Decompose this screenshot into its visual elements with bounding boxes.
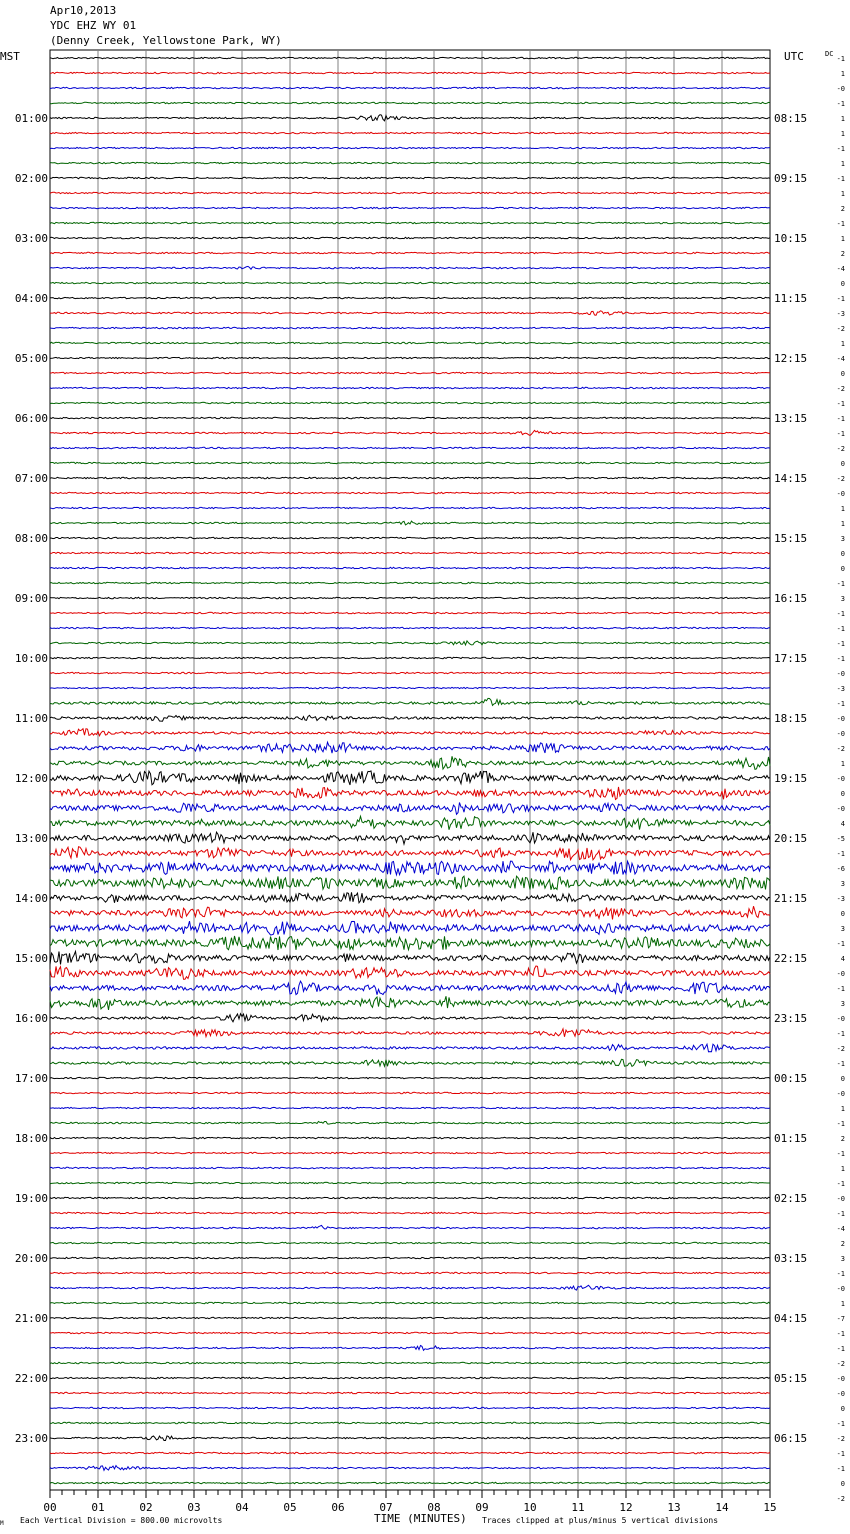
trace-line: [50, 771, 770, 785]
trace-line: [50, 876, 770, 890]
dc-offset-value: -0: [836, 1090, 845, 1098]
utc-hour-label: 20:15: [774, 832, 808, 845]
trace-line: [50, 192, 770, 193]
trace-line: [50, 597, 770, 598]
trace-line: [50, 627, 770, 628]
utc-hour-label: 21:15: [774, 892, 808, 905]
dc-offset-value: 0: [840, 1405, 845, 1413]
mst-hour-label: 22:00: [14, 1372, 48, 1385]
dc-offset-value: -0: [836, 1285, 845, 1293]
dc-offset-value: 0: [840, 910, 845, 918]
trace-line: [50, 115, 770, 121]
dc-offset-value: 3: [840, 535, 845, 543]
dc-offset-value: 1: [840, 1105, 845, 1113]
dc-offset-value: 0: [840, 1480, 845, 1488]
mst-hour-label: 13:00: [14, 832, 48, 845]
trace-line: [50, 237, 770, 238]
dc-offset-value: -1: [836, 625, 845, 633]
dc-offset-value: 0: [840, 550, 845, 558]
x-tick-label: 05: [283, 1501, 297, 1514]
trace-line: [50, 132, 770, 133]
dc-offset-value: 1: [840, 235, 845, 243]
trace-line: [50, 1452, 770, 1453]
trace-line: [50, 342, 770, 343]
dc-offset-value: 3: [840, 1000, 845, 1008]
dc-offset-value: 2: [840, 205, 845, 213]
dc-offset-value: 3: [840, 1255, 845, 1263]
utc-hour-label: 22:15: [774, 952, 808, 965]
trace-line: [50, 641, 770, 645]
dc-offset-value: -2: [836, 745, 845, 753]
trace-line: [50, 1332, 770, 1333]
dc-offset-value: 3: [840, 880, 845, 888]
trace-line: [50, 582, 770, 583]
mst-hour-label: 17:00: [14, 1072, 48, 1085]
dc-offset-value: 1: [840, 1165, 845, 1173]
utc-hour-label: 04:15: [774, 1312, 808, 1325]
dc-offset-value: -1: [836, 220, 845, 228]
utc-hour-label: 17:15: [774, 652, 808, 665]
footer-scale-note: Each Vertical Division = 800.00 microvolts: [20, 1516, 223, 1525]
trace-line: [50, 147, 770, 148]
date-title: Apr10,2013: [50, 4, 117, 17]
dc-offset-value: -2: [836, 385, 845, 393]
dc-offset-value: -2: [836, 1435, 845, 1443]
trace-line: [50, 57, 770, 58]
dc-offset-value: -7: [836, 1315, 845, 1323]
trace-line: [50, 742, 770, 753]
trace-line: [50, 906, 770, 919]
trace-line: [50, 387, 770, 388]
trace-line: [50, 430, 770, 435]
utc-hour-label: 23:15: [774, 1012, 808, 1025]
dc-offset-value: -2: [836, 325, 845, 333]
dc-offset-value: -0: [836, 970, 845, 978]
trace-line: [50, 1272, 770, 1273]
trace-line: [50, 1059, 770, 1066]
trace-line: [50, 1077, 770, 1078]
utc-hour-label: 06:15: [774, 1432, 808, 1445]
dc-offset-value: -3: [836, 685, 845, 693]
trace-line: [50, 1436, 770, 1441]
utc-hour-label: 19:15: [774, 772, 808, 785]
x-tick-label: 02: [139, 1501, 153, 1514]
dc-offset-value: -1: [836, 175, 845, 183]
dc-offset-value: -1: [836, 1210, 845, 1218]
trace-line: [50, 567, 770, 568]
trace-line: [50, 102, 770, 103]
trace-line: [50, 847, 770, 860]
trace-line: [50, 521, 770, 525]
dc-offset-value: -2: [836, 1045, 845, 1053]
plot-frame: [50, 50, 770, 1490]
trace-line: [50, 921, 770, 935]
dc-offset-value: 1: [840, 70, 845, 78]
dc-offset-value: -1: [836, 640, 845, 648]
dc-offset-value: -1: [836, 1330, 845, 1338]
trace-line: [50, 297, 770, 298]
mst-hour-label: 09:00: [14, 592, 48, 605]
mst-hour-label: 04:00: [14, 292, 48, 305]
dc-offset-value: 3: [840, 925, 845, 933]
mst-hour-label: 10:00: [14, 652, 48, 665]
trace-line: [50, 311, 770, 316]
dc-offset-value: 4: [840, 820, 845, 828]
trace-line: [50, 552, 770, 553]
trace-line: [50, 177, 770, 178]
mst-hour-label: 02:00: [14, 172, 48, 185]
utc-hour-label: 18:15: [774, 712, 808, 725]
x-tick-label: 11: [571, 1501, 585, 1514]
dc-offset-value: -2: [836, 475, 845, 483]
trace-line: [50, 492, 770, 493]
dc-offset-value: -1: [836, 1030, 845, 1038]
trace-line: [50, 417, 770, 418]
utc-hour-label: 16:15: [774, 592, 808, 605]
trace-line: [50, 996, 770, 1010]
trace-line: [50, 207, 770, 208]
dc-offset-value: 1: [840, 160, 845, 168]
x-tick-label: 07: [379, 1501, 393, 1514]
mst-hour-label: 01:00: [14, 112, 48, 125]
trace-line: [50, 687, 770, 688]
trace-line: [50, 756, 770, 769]
mst-hour-label: 03:00: [14, 232, 48, 245]
trace-line: [50, 787, 770, 800]
utc-hour-label: 05:15: [774, 1372, 808, 1385]
trace-line: [50, 1346, 770, 1351]
mst-hour-label: 08:00: [14, 532, 48, 545]
trace-line: [50, 162, 770, 163]
dc-offset-value: 3: [840, 595, 845, 603]
dc-offset-value: 1: [840, 760, 845, 768]
trace-line: [50, 612, 770, 613]
trace-line: [50, 1482, 770, 1483]
dc-offset-value: 1: [840, 1300, 845, 1308]
utc-hour-label: 13:15: [774, 412, 808, 425]
dc-offset-value: -0: [836, 1195, 845, 1203]
trace-line: [50, 1362, 770, 1363]
trace-line: [50, 1182, 770, 1183]
trace-line: [50, 327, 770, 328]
dc-offset-value: -5: [836, 835, 845, 843]
trace-line: [50, 1029, 770, 1037]
dc-offset-value: -6: [836, 865, 845, 873]
dc-offset-value: -1: [836, 1120, 845, 1128]
trace-line: [50, 729, 770, 736]
trace-line: [50, 832, 770, 844]
dc-offset-value: -0: [836, 715, 845, 723]
dc-offset-value: 0: [840, 280, 845, 288]
trace-line: [50, 1197, 770, 1198]
dc-offset-value: -0: [836, 490, 845, 498]
mst-hour-label: 20:00: [14, 1252, 48, 1265]
dc-offset-value: -2: [836, 1495, 845, 1503]
dc-offset-value: -1: [836, 655, 845, 663]
utc-axis-label: UTC: [784, 50, 804, 63]
dc-offset-value: 0: [840, 460, 845, 468]
mst-axis-label: MST: [0, 50, 20, 63]
trace-line: [50, 1152, 770, 1153]
dc-offset-value: -2: [836, 1360, 845, 1368]
dc-offset-value: -1: [836, 100, 845, 108]
trace-line: [50, 1225, 770, 1229]
trace-line: [50, 1137, 770, 1138]
trace-line: [50, 966, 770, 979]
utc-hour-label: 01:15: [774, 1132, 808, 1145]
utc-hour-label: 15:15: [774, 532, 808, 545]
trace-line: [50, 715, 770, 721]
dc-offset-value: 0: [840, 370, 845, 378]
dc-offset-value: -1: [836, 145, 845, 153]
dc-offset-value: -0: [836, 85, 845, 93]
dc-offset-value: -0: [836, 1015, 845, 1023]
utc-hour-label: 09:15: [774, 172, 808, 185]
dc-offset-value: -1: [836, 1270, 845, 1278]
trace-line: [50, 816, 770, 829]
trace-line: [50, 222, 770, 223]
trace-line: [50, 1107, 770, 1108]
trace-line: [50, 477, 770, 478]
trace-line: [50, 698, 770, 705]
trace-line: [50, 282, 770, 283]
mst-hour-label: 07:00: [14, 472, 48, 485]
dc-offset-value: -1: [836, 55, 845, 63]
trace-line: [50, 1377, 770, 1378]
trace-line: [50, 537, 770, 538]
mst-hour-label: 23:00: [14, 1432, 48, 1445]
mst-hour-label: 14:00: [14, 892, 48, 905]
trace-line: [50, 1242, 770, 1243]
dc-offset-value: -1: [836, 1345, 845, 1353]
trace-line: [50, 1092, 770, 1093]
utc-hour-label: 12:15: [774, 352, 808, 365]
trace-line: [50, 357, 770, 358]
dc-offset-value: 1: [840, 340, 845, 348]
dc-offset-value: -3: [836, 310, 845, 318]
trace-line: [50, 402, 770, 403]
x-tick-label: 00: [43, 1501, 57, 1514]
dc-offset-value: -1: [836, 1465, 845, 1473]
dc-label: DC: [825, 50, 834, 58]
dc-offset-value: 1: [840, 115, 845, 123]
dc-offset-value: -1: [836, 700, 845, 708]
dc-offset-value: -0: [836, 730, 845, 738]
utc-hour-label: 08:15: [774, 112, 808, 125]
trace-line: [50, 1302, 770, 1303]
dc-offset-value: -1: [836, 295, 845, 303]
dc-offset-value: 1: [840, 520, 845, 528]
x-tick-label: 14: [715, 1501, 729, 1514]
trace-line: [50, 1257, 770, 1258]
dc-offset-value: -0: [836, 805, 845, 813]
dc-offset-value: -1: [836, 1450, 845, 1458]
utc-hour-label: 00:15: [774, 1072, 808, 1085]
x-tick-label: 06: [331, 1501, 345, 1514]
utc-hour-label: 14:15: [774, 472, 808, 485]
dc-offset-value: -1: [836, 1420, 845, 1428]
dc-offset-value: -1: [836, 430, 845, 438]
trace-line: [50, 672, 770, 673]
dc-offset-value: -1: [836, 850, 845, 858]
trace-line: [50, 1212, 770, 1213]
dc-offset-value: 0: [840, 790, 845, 798]
mst-hour-label: 18:00: [14, 1132, 48, 1145]
trace-line: [50, 1167, 770, 1168]
dc-offset-value: -1: [836, 985, 845, 993]
x-tick-label: 15: [763, 1501, 777, 1514]
dc-offset-value: -0: [836, 775, 845, 783]
dc-offset-value: -4: [836, 355, 845, 363]
dc-offset-value: -1: [836, 1180, 845, 1188]
mst-hour-label: 12:00: [14, 772, 48, 785]
dc-offset-value: -1: [836, 415, 845, 423]
trace-line: [50, 657, 770, 658]
trace-line: [50, 447, 770, 448]
trace-line: [50, 87, 770, 88]
location-title: (Denny Creek, Yellowstone Park, WY): [50, 34, 282, 47]
dc-offset-value: -1: [836, 1150, 845, 1158]
dc-offset-value: 0: [840, 1075, 845, 1083]
mst-hour-label: 19:00: [14, 1192, 48, 1205]
x-axis-title: TIME (MINUTES): [374, 1512, 467, 1525]
dc-offset-value: -0: [836, 670, 845, 678]
mst-hour-label: 15:00: [14, 952, 48, 965]
trace-line: [50, 1121, 770, 1124]
trace-line: [50, 252, 770, 253]
station-title: YDC EHZ WY 01: [50, 19, 137, 32]
mst-hour-label: 05:00: [14, 352, 48, 365]
trace-line: [50, 1285, 770, 1290]
trace-line: [50, 462, 770, 463]
dc-offset-value: 1: [840, 190, 845, 198]
dc-offset-value: 0: [840, 565, 845, 573]
footer-clip-note: Traces clipped at plus/minus 5 vertical divisions: [482, 1516, 719, 1525]
trace-line: [50, 507, 770, 508]
dc-offset-value: 2: [840, 1240, 845, 1248]
dc-offset-value: 2: [840, 1135, 845, 1143]
dc-offset-value: 1: [840, 130, 845, 138]
footer-mark: M: [0, 1520, 4, 1527]
dc-offset-value: -1: [836, 400, 845, 408]
dc-offset-value: 2: [840, 250, 845, 258]
dc-offset-value: 4: [840, 955, 845, 963]
trace-line: [50, 861, 770, 875]
trace-line: [50, 1466, 770, 1471]
utc-hour-label: 03:15: [774, 1252, 808, 1265]
dc-offset-value: -1: [836, 610, 845, 618]
trace-line: [50, 936, 770, 950]
trace-line: [50, 1317, 770, 1318]
dc-offset-value: -3: [836, 895, 845, 903]
trace-line: [50, 1044, 770, 1052]
trace-line: [50, 981, 770, 995]
mst-hour-label: 21:00: [14, 1312, 48, 1325]
dc-offset-value: 1: [840, 505, 845, 513]
mst-hour-label: 11:00: [14, 712, 48, 725]
trace-line: [50, 1392, 770, 1393]
x-tick-label: 12: [619, 1501, 633, 1514]
dc-offset-value: -1: [836, 940, 845, 948]
x-tick-label: 03: [187, 1501, 201, 1514]
mst-hour-label: 16:00: [14, 1012, 48, 1025]
x-tick-label: 10: [523, 1501, 537, 1514]
dc-offset-value: -0: [836, 1375, 845, 1383]
dc-offset-value: -2: [836, 445, 845, 453]
trace-line: [50, 266, 770, 269]
x-tick-label: 13: [667, 1501, 681, 1514]
dc-offset-value: -1: [836, 580, 845, 588]
trace-line: [50, 1422, 770, 1423]
trace-line: [50, 1014, 770, 1022]
x-tick-label: 01: [91, 1501, 105, 1514]
dc-offset-value: -0: [836, 1390, 845, 1398]
x-tick-label: 08: [427, 1501, 441, 1514]
trace-line: [50, 803, 770, 815]
trace-line: [50, 951, 770, 964]
utc-hour-label: 11:15: [774, 292, 808, 305]
utc-hour-label: 10:15: [774, 232, 808, 245]
dc-offset-value: -1: [836, 1060, 845, 1068]
trace-line: [50, 72, 770, 73]
trace-line: [50, 372, 770, 373]
dc-offset-value: -4: [836, 265, 845, 273]
dc-offset-value: -4: [836, 1225, 845, 1233]
x-tick-label: 04: [235, 1501, 249, 1514]
utc-hour-label: 02:15: [774, 1192, 808, 1205]
mst-hour-label: 06:00: [14, 412, 48, 425]
x-tick-label: 09: [475, 1501, 489, 1514]
trace-line: [50, 892, 770, 903]
trace-line: [50, 1407, 770, 1408]
